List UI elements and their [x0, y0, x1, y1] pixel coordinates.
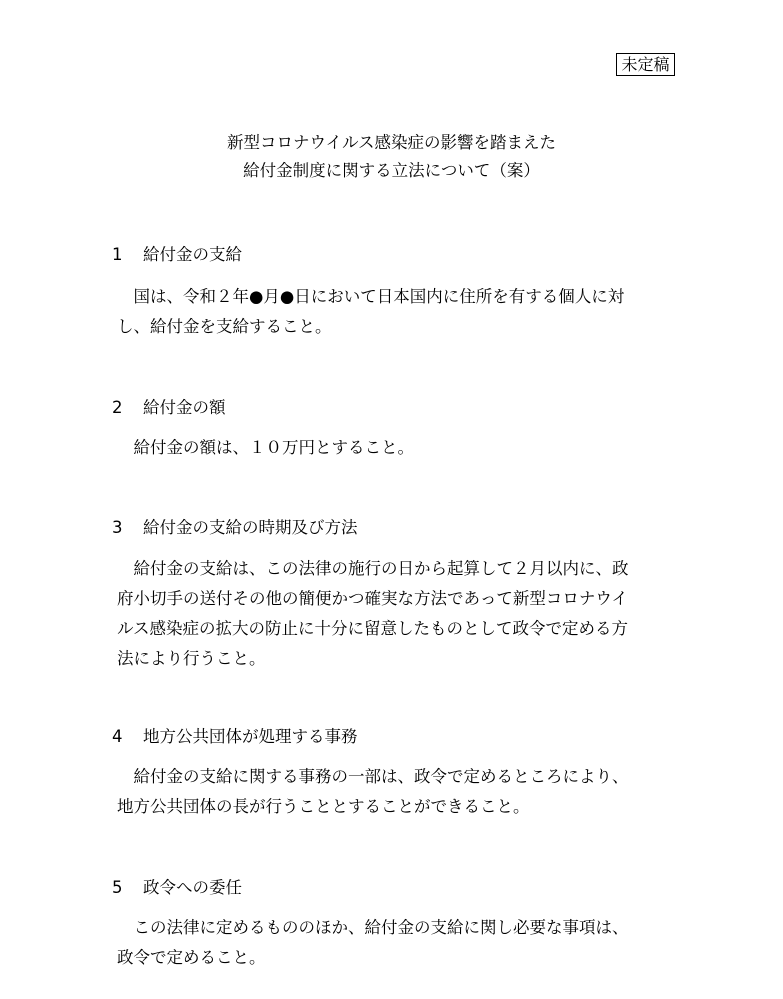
section-heading-1	[112, 243, 242, 267]
document-title-line-1: 新型コロナウイルス感染症の影響を踏まえた	[226, 133, 556, 152]
section-number: 1	[112, 245, 123, 264]
section-paragraph: 国は、令和２年●月●日において日本国内に住所を有する個人に対 し、給付金を支給すること。	[117, 287, 625, 336]
section-body-1	[117, 282, 687, 342]
section-heading-2	[112, 396, 226, 420]
section-body-2	[117, 433, 687, 463]
section-number: 2	[112, 398, 123, 417]
section-paragraph: この法律に定めるもののほか、給付金の支給に関し必要な事項は、 政令で定めること。	[117, 918, 629, 967]
section-paragraph: 給付金の支給は、この法律の施行の日から起算して２月以内に、政 府小切手の送付その他の簡便かつ確実な方法であって新型コロナウイ ルス感染症の拡大の防止に十分に留意したものとして政令で定める方 法により行うこと。	[117, 559, 629, 668]
section-heading-4	[112, 725, 358, 749]
section-number: 5	[112, 878, 123, 897]
section-title: 地方公共団体が処理する事務	[143, 727, 358, 746]
section-body-4	[117, 762, 687, 822]
section-title: 政令への委任	[143, 878, 242, 897]
section-heading-3	[112, 516, 358, 540]
section-title: 給付金の支給の時期及び方法	[143, 518, 358, 537]
section-title: 給付金の支給	[143, 245, 242, 264]
draft-badge: 未定稿	[616, 53, 675, 76]
section-paragraph: 給付金の支給に関する事務の一部は、政令で定めるところにより、 地方公共団体の長が行うこととすることができること。	[117, 767, 629, 816]
section-number: 4	[112, 727, 123, 746]
section-body-5	[117, 913, 687, 973]
document-title-line-2: 給付金制度に関する立法について（案）	[243, 161, 540, 180]
section-number: 3	[112, 518, 123, 537]
section-paragraph: 給付金の額は、１０万円とすること。	[133, 438, 414, 457]
section-heading-5	[112, 876, 242, 900]
section-title: 給付金の額	[143, 398, 226, 417]
section-body-3	[117, 554, 687, 674]
